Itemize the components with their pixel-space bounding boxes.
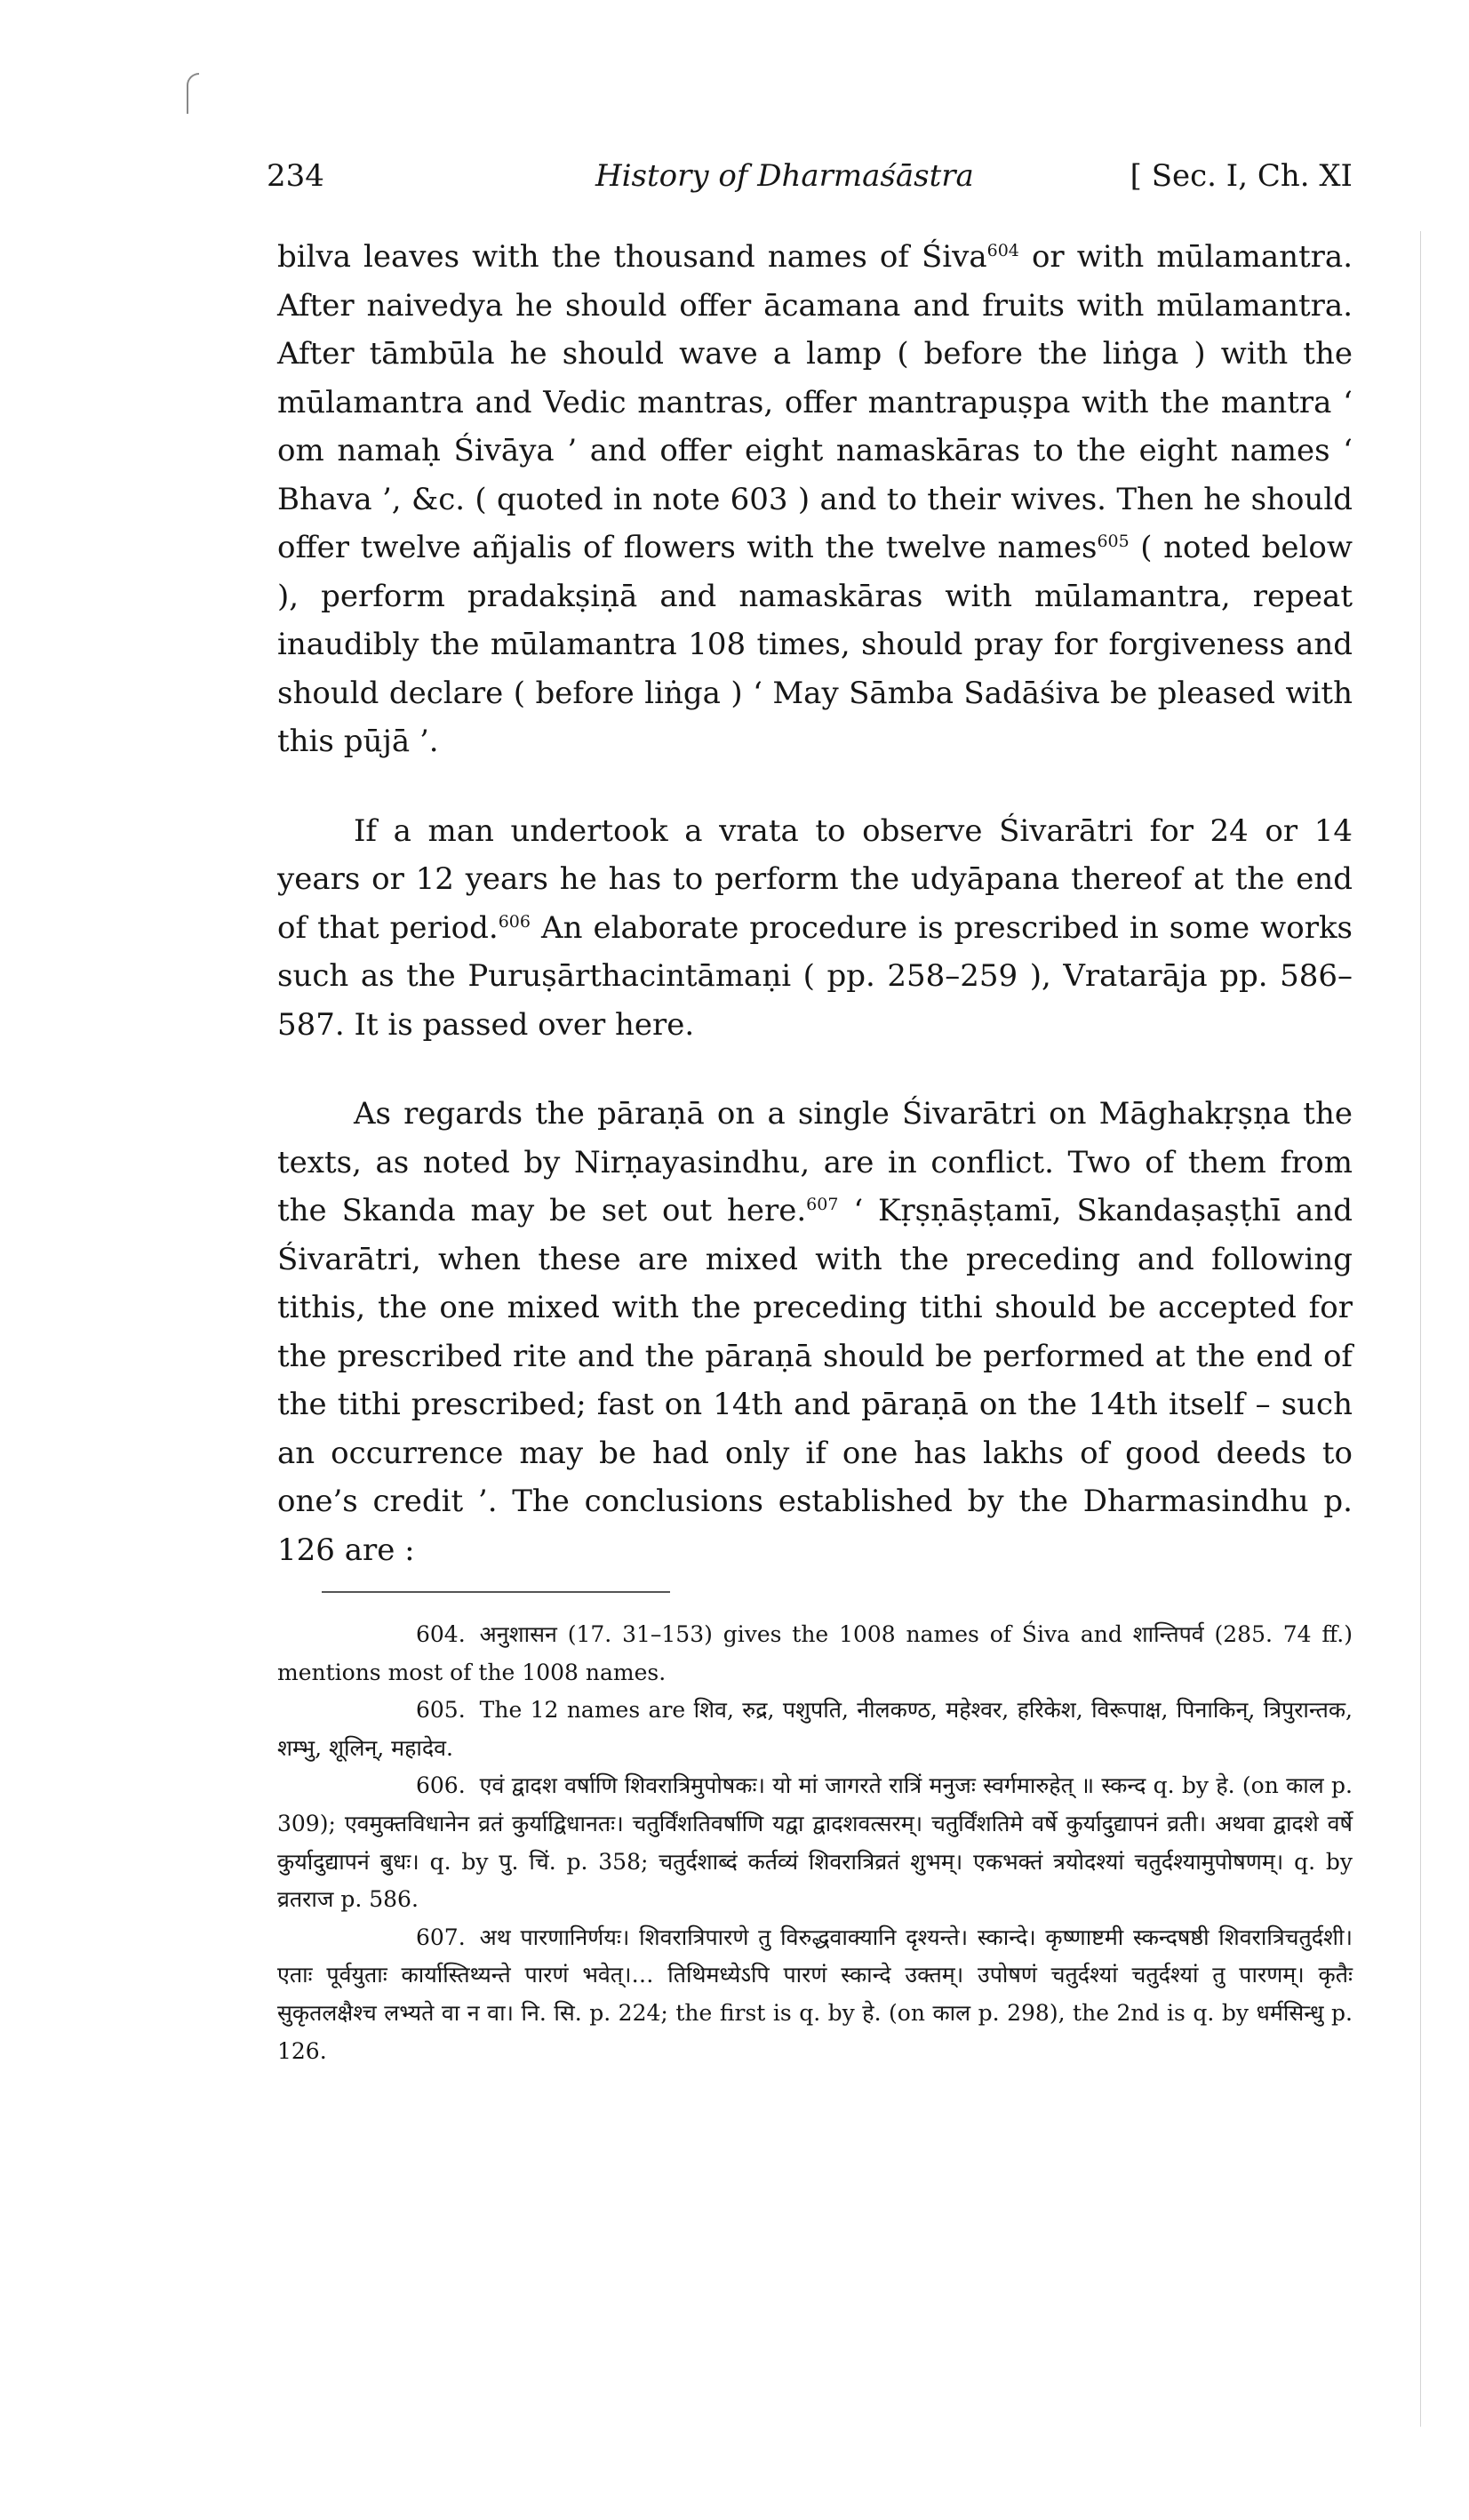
running-title: History of Dharmaśāstra [595,158,974,194]
paragraph-2-text-a: If a man undertook a vrata to observe Śivarātri for 24 or 14 years or 12 years he has to perform the udyāpana thereof at the end of that period. [277,812,1353,946]
page-number: 234 [267,158,324,194]
footnote-number: 607. [416,1924,466,1950]
footnote-606 [277,1767,1353,1918]
paragraph-1-text-c: ( noted below ), perform pradakṣiṇā and namaskāras with mūlamantra, repeat inaudibly the mūlamantra 108 times, should pray for forgiveness and should declare ( before liṅga ) ‘ May Sāmba Sadāśiva be pleased with this pūjā ’. [277,530,1353,759]
footnote-text: अथ पारणानिर्णयः। शिवरात्रिपारणे तु विरुद्धवाक्यानि दृश्यन्ते। स्कान्दे। कृष्णाष्टमी स्कन्दषष्ठी शिवरात्रिचतुर्दशी। एताः पूर्वयुताः कार्यास्तिथ्यन्ते पारणं भवेत्।… तिथिमध्येऽपि पारणं स्कान्दे उक्तम्। उपोषणं चतुर्दश्यां चतुर्दश्यां तु पारणम्। कृतैः सुकृतलक्षैश्च लभ्यते वा न वा। नि. सि. p. 224; the first is q. by हे. (on काल p. 298), the 2nd is q. by धर्मसिन्धु p. 126. [277,1924,1353,2064]
paragraph-1 [277,233,1353,766]
paragraph-2 [277,807,1353,1050]
paragraph-3-text-b: ‘ Kṛṣṇāṣṭamī, Skandaṣaṣṭhī and Śivarātri, when these are mixed with the preceding and following tithis, the one mixed with the preceding tithi should be accepted for the prescribed rite and the pāraṇā should be performed at the end of the tithi prescribed; fast on 14th and pāraṇā on the 14th itself – such an occurrence may be had only if one has lakhs of good deeds to one’s credit ’. The conclusions established by the Dharmasindhu p. 126 are : [277,1193,1353,1568]
footnote-604 [277,1616,1353,1692]
footnote-ref-607: 607 [806,1195,839,1214]
footnote-text: The 12 names are शिव, रुद्र, पशुपति, नीलकण्ठ, महेश्वर, हरिकेश, विरूपाक्ष, पिनाकिन्, त्रिपुरान्तक, शम्भु, शूलिन्, महादेव. [277,1697,1353,1761]
main-text [277,233,1353,1574]
footnote-separator [322,1591,670,1593]
footnote-number: 606. [416,1772,466,1799]
scan-edge-line [1420,231,1421,2427]
footnote-text: अनुशासन (17. 31–153) gives the 1008 names of Śiva and शान्तिपर्व (285. 74 ff.) mentions most of the 1008 names. [277,1621,1353,1685]
footnotes [277,1616,1353,2070]
section-label: [ Sec. I, Ch. XI [1130,158,1353,194]
paragraph-3 [277,1090,1353,1574]
running-header [267,149,1353,203]
paragraph-1-text-b: or with mūlamantra. After naivedya he should offer ācamana and fruits with mūlamantra. After tāmbūla he should wave a lamp ( before the liṅga ) with the mūlamantra and Vedic mantras, offer mantrapuṣpa with the mantra ‘ om namaḥ Śivāya ’ and offer eight namaskāras to the eight names ‘ Bhava ’, &c. ( quoted in note 603 ) and to their wives. Then he should offer twelve añjalis of flowers with the twelve names [277,239,1353,565]
footnote-number: 604. [416,1621,466,1647]
footnote-607 [277,1919,1353,2070]
footnote-ref-605: 605 [1097,532,1130,551]
footnote-605 [277,1692,1353,1767]
footnote-number: 605. [416,1697,466,1724]
paragraph-2-text-b: An elaborate procedure is prescribed in some works such as the Puruṣārthacintāmaṇi ( pp. 258–259 ), Vratarāja pp. 586–587. It is passed over here. [277,909,1353,1043]
footnote-ref-606: 606 [498,911,531,932]
footnote-text: एवं द्वादश वर्षाणि शिवरात्रिमुपोषकः। यो मां जागरते रात्रिं मनुजः स्वर्गमारुहेत् ॥ स्कन्द q. by हे. (on काल p. 309); एवमुक्तविधानेन व्रतं कुर्याद्विधानतः। चतुर्विंशतिवर्षाणि यद्वा द्वादशवत्सरम्। चतुर्विंशतिमे वर्षे कुर्यादुद्यापनं व्रती। अथवा द्वादशे वर्षे कुर्यादुद्यापनं बुधः। q. by पु. चिं. p. 358; चतुर्दशाब्दं कर्तव्यं शिवरात्रिव्रतं शुभम्। एकभक्तं त्रयोदश्यां चतुर्दश्यामुपोषणम्। q. by व्रतराज p. 586. [277,1772,1353,1913]
footnote-ref-604: 604 [986,241,1019,260]
paragraph-3-text-a: As regards the pāraṇā on a single Śivarātri on Māghakṛṣṇa the texts, as noted by Nirṇayasindhu, are in conflict. Two of them from the Skanda may be set out here. [277,1096,1353,1228]
scan-margin-mark [187,73,199,114]
paragraph-1-text-a: bilva leaves with the thousand names of Śiva [277,239,987,275]
